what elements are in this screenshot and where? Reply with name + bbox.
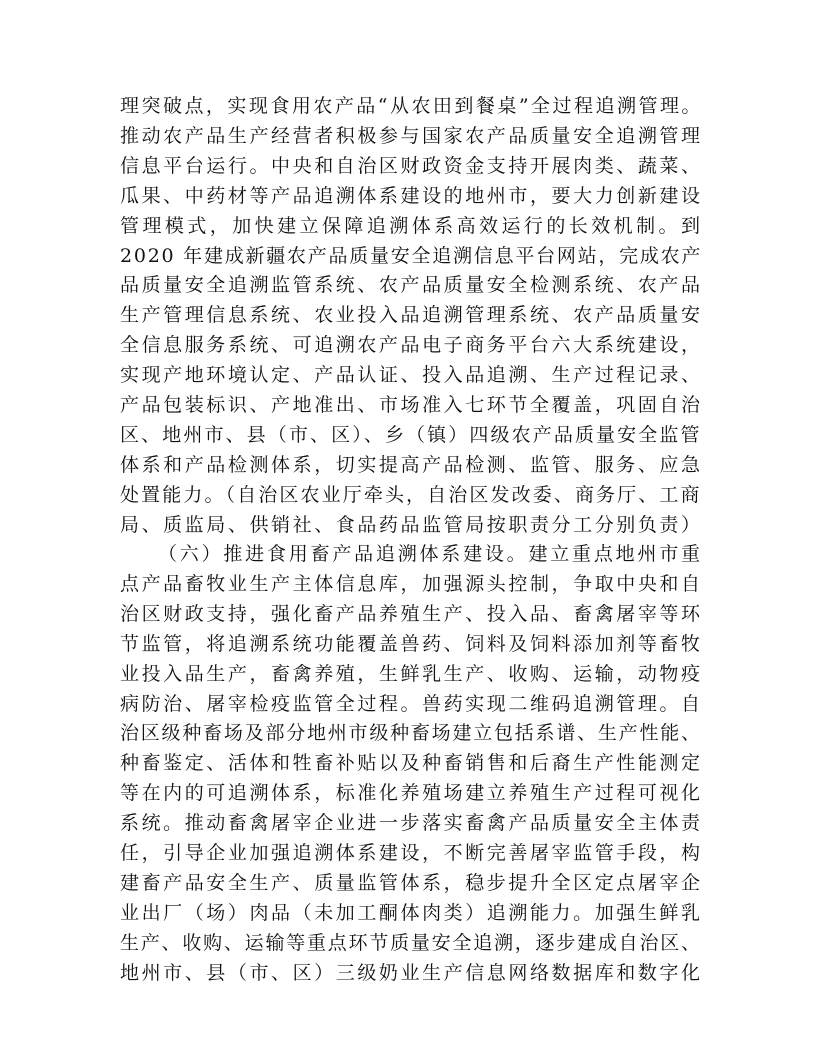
text-line: 点产品畜牧业生产主体信息库，加强源头控制，争取中央和自	[120, 572, 703, 595]
text-line: 病防治、屠宰检疫监管全过程。兽药实现二维码追溯管理。自	[120, 692, 703, 715]
text-line: 全信息服务系统、可追溯农产品电子商务平台六大系统建设，	[120, 334, 703, 357]
text-line: 节监管，将追溯系统功能覆盖兽药、饲料及饲料添加剂等畜牧	[120, 632, 703, 655]
text-line: 种畜鉴定、活体和牲畜补贴以及种畜销售和后裔生产性能测定	[120, 752, 703, 775]
text-line: 瓜果、中药材等产品追溯体系建设的地州市，要大力创新建设	[120, 184, 703, 207]
text-line: 品质量安全追溯监管系统、农产品质量安全检测系统、农产品	[120, 274, 703, 297]
text-line: 建畜产品安全生产、质量监管体系，稳步提升全区定点屠宰企	[120, 871, 703, 894]
text-line: 等在内的可追溯体系，标准化养殖场建立养殖生产过程可视化	[120, 782, 703, 805]
text-line: 管理模式，加快建立保障追溯体系高效运行的长效机制。到	[120, 214, 704, 237]
text-line: 治区级种畜场及部分地州市级种畜场建立包括系谱、生产性能、	[120, 722, 702, 745]
text-line: 业出厂（场）肉品（未加工酮体肉类）追溯能力。加强生鲜乳	[120, 901, 703, 924]
text-line: 处置能力。（自治区农业厅牵头，自治区发改委、商务厅、工商	[120, 483, 702, 506]
text-line: 生产、收购、运输等重点环节质量安全追溯，逐步建成自治区、	[120, 931, 702, 954]
text-line: 任，引导企业加强追溯体系建设，不断完善屠宰监管手段，构	[120, 842, 703, 864]
text-line: 实现产地环境认定、产品认证、投入品追溯、生产过程记录、	[120, 364, 703, 387]
text-line: 体系和产品检测体系，切实提高产品检测、监管、服务、应急	[120, 453, 703, 476]
text-line: 产品包装标识、产地准出、市场准入七环节全覆盖，巩固自治	[120, 394, 703, 416]
text-line: 推动农产品生产经营者积极参与国家农产品质量安全追溯管理	[120, 124, 703, 147]
text-line: 系统。推动畜禽屠宰企业进一步落实畜禽产品质量安全主体责	[120, 812, 703, 835]
text-line: 2020 年建成新疆农产品质量安全追溯信息平台网站，完成农产	[120, 244, 703, 267]
text-line: 局、质监局、供销社、食品药品监管局按职责分工分别负责）	[120, 513, 703, 536]
text-line: （六）推进食用畜产品追溯体系建设。建立重点地州市重	[158, 543, 703, 565]
text-line: 治区财政支持，强化畜产品养殖生产、投入品、畜禽屠宰等环	[120, 602, 703, 625]
text-line: 区、地州市、县（市、区）、乡（镇）四级农产品质量安全监管	[120, 423, 702, 446]
text-line: 生产管理信息系统、农业投入品追溯管理系统、农产品质量安	[120, 304, 703, 327]
text-line: 业投入品生产，畜禽养殖，生鲜乳生产、收购、运输，动物疫	[120, 662, 703, 685]
text-line: 信息平台运行。中央和自治区财政资金支持开展肉类、蔬菜、	[120, 154, 703, 177]
text-line: 地州市、县（市、区）三级奶业生产信息网络数据库和数字化	[120, 961, 703, 984]
text-line: 理突破点，实现食用农产品“从农田到餐桌”全过程追溯管理。	[120, 95, 703, 117]
